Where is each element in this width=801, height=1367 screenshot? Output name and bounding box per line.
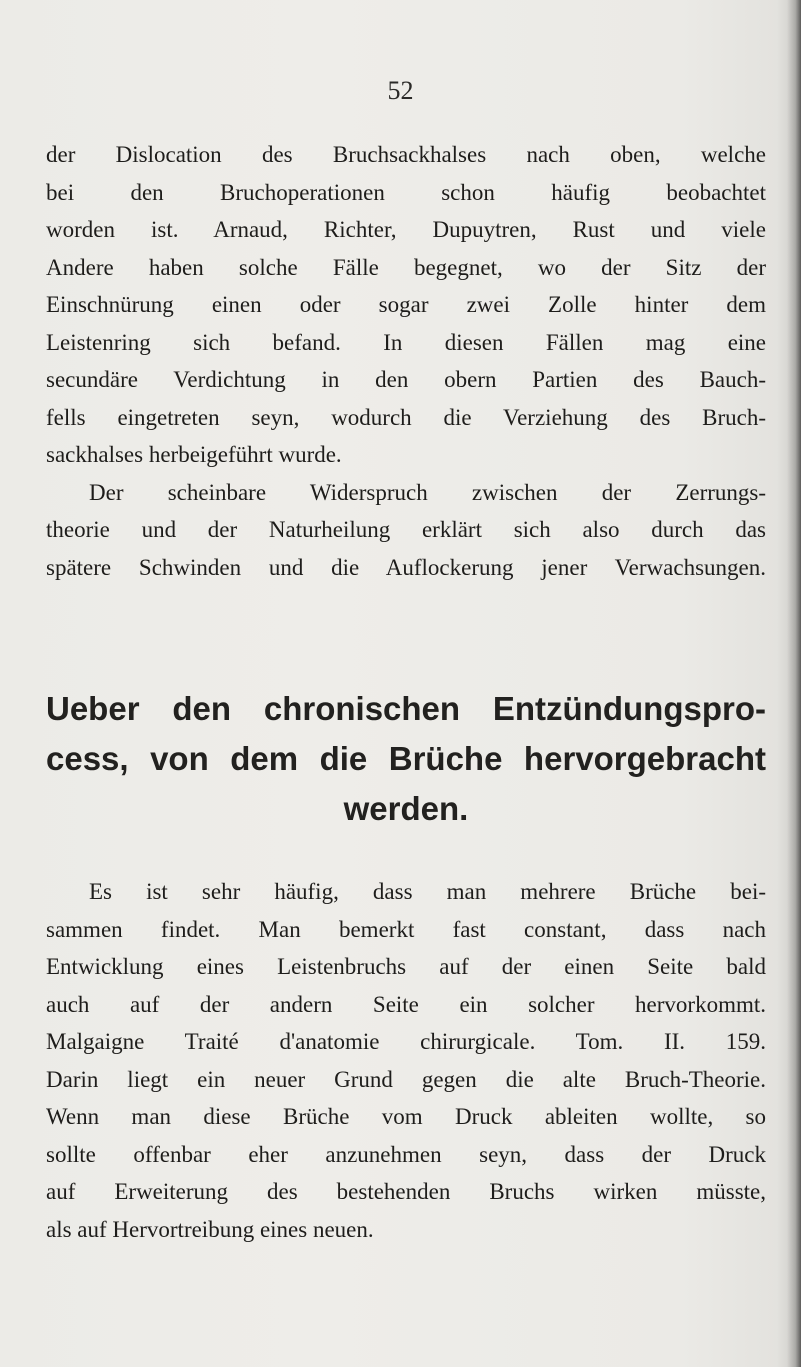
paragraph-line: fells eingetreten seyn, wodurch die Verziehung des Bruch- bbox=[46, 404, 766, 430]
paragraph-line: Andere haben solche Fälle begegnet, wo der Sitz der bbox=[46, 254, 766, 280]
page-edge-shadow bbox=[787, 0, 801, 1367]
paragraph-line: theorie und der Naturheilung erklärt sich also durch das bbox=[46, 517, 766, 542]
paragraph-line: Malgaigne Traité d'anatomie chirurgicale. Tom. II. 159. bbox=[46, 1029, 766, 1054]
paragraph-line: der Dislocation des Bruchsackhalses nach oben, welche bbox=[46, 142, 766, 167]
paragraph-line: Der scheinbare Widerspruch zwischen der Zerrungs- bbox=[89, 479, 766, 505]
page-number: 52 bbox=[387, 76, 414, 105]
paragraph-line: Darin liegt ein neuer Grund gegen die alte Bruch-Theorie. bbox=[46, 1066, 766, 1092]
paragraph-line: Wenn man diese Brüche vom Druck ableiten wollte, so bbox=[46, 1104, 766, 1129]
paragraph-line: auch auf der andern Seite ein solcher hervorkommt. bbox=[46, 991, 766, 1017]
paragraph-line: Entwicklung eines Leistenbruchs auf der einen Seite bald bbox=[46, 954, 766, 979]
paragraph-line: spätere Schwinden und die Auflockerung jener Verwachsungen. bbox=[46, 554, 766, 580]
text-block-lower bbox=[46, 873, 766, 1248]
paragraph-line: sammen findet. Man bemerkt fast constant, dass nach bbox=[46, 916, 766, 942]
paragraph-line: Leistenring sich befand. In diesen Fällen mag eine bbox=[46, 329, 766, 355]
paragraph-line: auf Erweiterung des bestehenden Bruchs wirken müsste, bbox=[46, 1179, 766, 1204]
section-heading bbox=[46, 684, 766, 834]
paragraph-line: sackhalses herbeigeführt wurde. bbox=[46, 442, 342, 467]
paragraph-line: secundäre Verdichtung in den obern Partien des Bauch- bbox=[46, 367, 766, 392]
heading-line: Ueber den chronischen Entzündungspro- bbox=[46, 690, 766, 727]
paragraph-line: worden ist. Arnaud, Richter, Dupuytren, Rust und viele bbox=[46, 217, 766, 242]
paragraph-line: Es ist sehr häufig, dass man mehrere Brüche bei- bbox=[89, 879, 766, 904]
heading-line: werden. bbox=[343, 790, 469, 827]
heading-line: cess, von dem die Brüche hervorgebracht bbox=[46, 740, 766, 777]
paragraph-line: Einschnürung einen oder sogar zwei Zolle hinter dem bbox=[46, 292, 766, 317]
paragraph-line: sollte offenbar eher anzunehmen seyn, dass der Druck bbox=[46, 1141, 766, 1167]
paragraph-line: bei den Bruchoperationen schon häufig beobachtet bbox=[46, 179, 766, 205]
paragraph-line: als auf Hervortreibung eines neuen. bbox=[46, 1216, 374, 1242]
text-block-upper bbox=[46, 136, 766, 586]
